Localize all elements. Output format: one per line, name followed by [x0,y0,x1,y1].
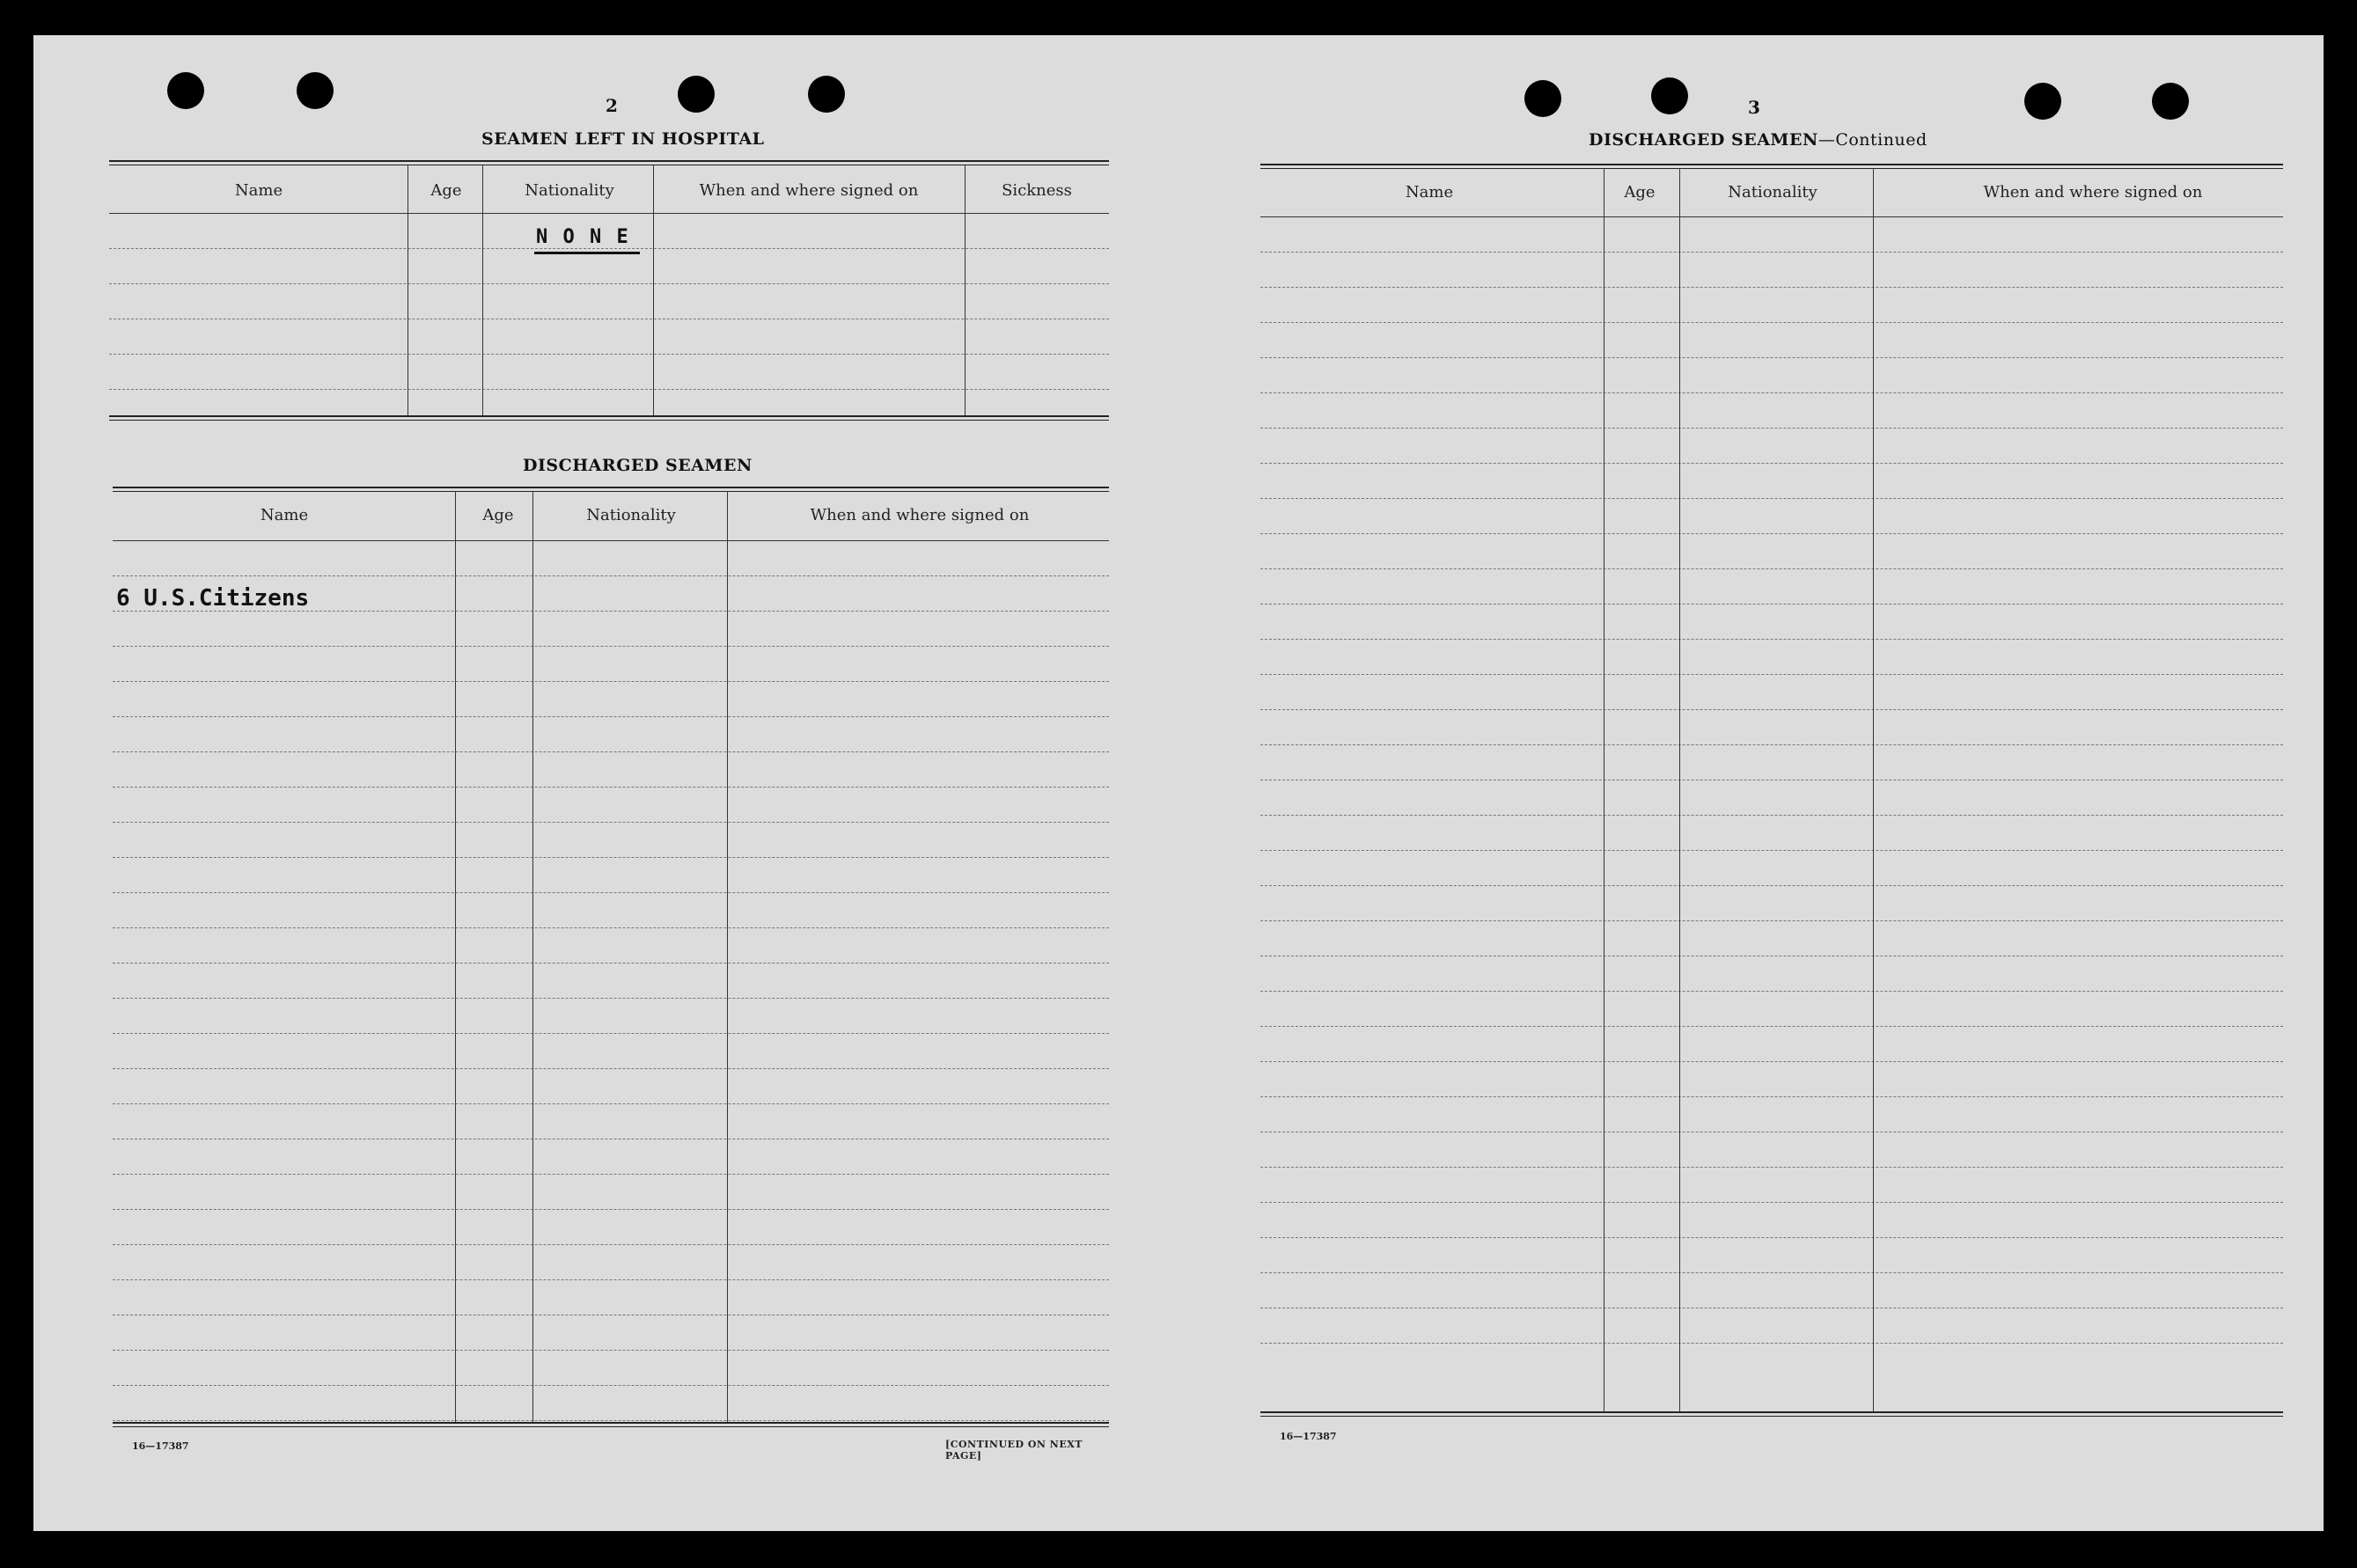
col-header-age: Age [1624,183,1656,201]
form-number-right: 16—17387 [1280,1431,1337,1442]
punch-hole [2024,83,2061,120]
discharged-entry: 6 U.S.Citizens [116,585,310,612]
punch-hole [678,76,715,113]
none-underline [534,252,640,254]
col-header-nationality: Nationality [1728,183,1817,201]
hospital-title: SEAMEN LEFT IN HOSPITAL [481,129,765,149]
document-sheet [33,35,2324,1531]
col-header-sickness: Sickness [1002,181,1072,200]
col-header-signed-on: When and where signed on [1983,183,2203,201]
col-header-name: Name [1405,183,1454,201]
discharged-table-left [113,487,1109,1490]
punch-hole [1651,77,1688,114]
discharged-continued-title-main: DISCHARGED SEAMEN [1589,130,1818,150]
discharged-title: DISCHARGED SEAMEN [523,456,753,475]
discharged-continued-title [1589,130,1927,150]
page-number-right: 3 [1748,97,1760,118]
hospital-table [109,160,1109,442]
col-header-signed-on: When and where signed on [699,181,919,200]
col-header-nationality: Nationality [525,181,614,200]
discharged-table-right [1260,164,2283,1466]
page-number-left: 2 [606,95,618,116]
punch-hole [167,72,204,109]
continued-note: [CONTINUED ON NEXT PAGE] [945,1439,1083,1462]
col-header-signed-on: When and where signed on [810,506,1030,524]
form-number-left: 16—17387 [132,1440,189,1452]
punch-hole [297,72,334,109]
col-header-name: Name [234,181,283,200]
col-header-name: Name [260,506,309,524]
punch-hole [1524,80,1561,117]
col-header-age: Age [482,506,514,524]
hospital-entry-none: N O N E [536,226,630,248]
col-header-nationality: Nationality [586,506,676,524]
col-header-age: Age [430,181,462,200]
punch-hole [808,76,845,113]
discharged-continued-title-suffix: —Continued [1817,130,1927,150]
punch-hole [2152,83,2189,120]
